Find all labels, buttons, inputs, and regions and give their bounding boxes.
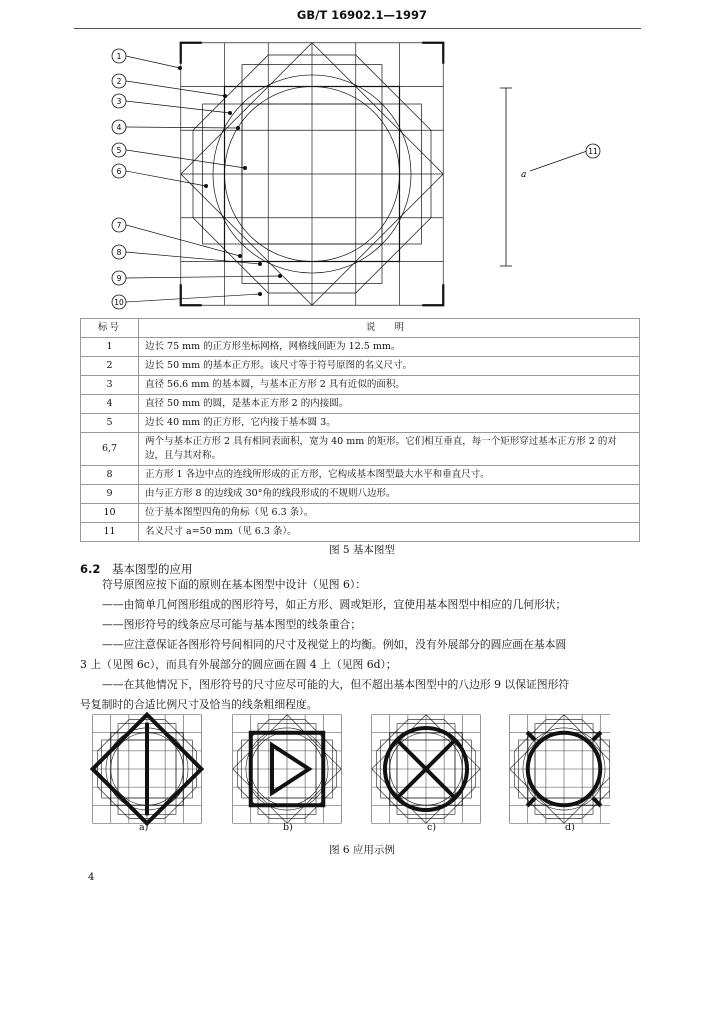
figure-5-legend-table <box>80 318 640 542</box>
table-row <box>81 504 640 523</box>
figure-5-basic-pattern <box>100 38 620 313</box>
col-header-description: 说 明 <box>139 319 640 338</box>
table-row <box>81 433 640 466</box>
row-number: 8 <box>81 466 139 485</box>
callout-label-6: 6 <box>116 167 122 176</box>
table-row <box>81 357 640 376</box>
text-line: ——由简单几何图形组成的图形符号，如正方形、圆或矩形，宜使用基本图型中相应的几何形状； <box>102 598 567 611</box>
row-number: 2 <box>81 357 139 376</box>
row-number: 11 <box>81 523 139 542</box>
table-row <box>81 485 640 504</box>
header-rule <box>74 28 641 29</box>
row-description: 直径 50 mm 的圆，是基本正方形 2 的内接圆。 <box>139 395 640 414</box>
text-line: 号复制时的合适比例尺寸及恰当的线条粗细程度。 <box>80 698 318 711</box>
text-line: ——图形符号的线条应尽可能与基本图型的线条重合； <box>102 618 362 631</box>
text-line: 符号原图应按下面的原则在基本图型中设计（见图 6）： <box>102 578 367 591</box>
example-b <box>233 715 342 824</box>
callout-label-5: 5 <box>116 146 122 155</box>
section-number: 6.2 <box>80 562 101 576</box>
example-label-a: a) <box>139 822 149 833</box>
text-line: 3 上（见图 6c），而具有外展部分的圆应画在圆 4 上（见图 6d）； <box>80 658 397 671</box>
text-line: ——应注意保证各图形符号间相同的尺寸及视觉上的均衡。例如，没有外展部分的圆应画在基本圆 <box>102 638 567 651</box>
example-label-d: d) <box>565 822 575 833</box>
callout-label-9: 9 <box>116 274 122 283</box>
example-label-c: c) <box>427 822 437 833</box>
row-description: 位于基本图型四角的角标（见 6.3 条）。 <box>139 504 640 523</box>
section-title: 基本图型的应用 <box>112 562 193 576</box>
example-c <box>372 715 481 824</box>
callout-label-11: 11 <box>588 147 598 156</box>
row-number: 5 <box>81 414 139 433</box>
callout-label-2: 2 <box>116 77 122 86</box>
section-body <box>80 575 640 715</box>
callout-label-7: 7 <box>116 221 122 230</box>
callout-labels <box>112 49 282 309</box>
row-number: 6,7 <box>81 433 139 466</box>
row-number: 10 <box>81 504 139 523</box>
row-description: 直径 56.6 mm 的基本圆，与基本正方形 2 具有近似的面积。 <box>139 376 640 395</box>
example-a <box>93 715 202 824</box>
dimension-letter: a <box>521 170 527 180</box>
table-row <box>81 523 640 542</box>
row-number: 4 <box>81 395 139 414</box>
callout-label-10: 10 <box>114 298 124 307</box>
figure-6-examples <box>90 712 610 830</box>
example-d <box>510 715 610 824</box>
row-description: 边长 50 mm 的基本正方形。该尺寸等于符号原图的名义尺寸。 <box>139 357 640 376</box>
example-label-b: b) <box>283 822 293 833</box>
row-description: 两个与基本正方形 2 具有相同表面积，宽为 40 mm 的矩形。它们相互垂直，每一个矩形穿过基本正方形 2 的对边，且与其对称。 <box>139 433 640 466</box>
row-description: 由与正方形 8 的边线成 30°角的线段形成的不规则八边形。 <box>139 485 640 504</box>
figure-5-caption: 图 5 基本图型 <box>329 544 395 556</box>
page-header: GB/T 16902.1—1997 <box>296 8 428 22</box>
table-row <box>81 414 640 433</box>
table-row <box>81 466 640 485</box>
row-number: 1 <box>81 338 139 357</box>
row-number: 3 <box>81 376 139 395</box>
row-description: 正方形 1 各边中点的连线所形成的正方形，它构成基本图型最大水平和垂直尺寸。 <box>139 466 640 485</box>
table-row <box>81 376 640 395</box>
dimension-a <box>500 88 600 266</box>
table-row <box>81 395 640 414</box>
table-row <box>81 338 640 357</box>
text-line: ——在其他情况下，图形符号的尺寸应尽可能的大，但不超出基本图型中的八边形 9 以保证图形符 <box>102 678 570 691</box>
callout-label-4: 4 <box>116 123 122 132</box>
row-description: 名义尺寸 a=50 mm（见 6.3 条）。 <box>139 523 640 542</box>
row-description: 边长 40 mm 的正方形，它内接于基本圆 3。 <box>139 414 640 433</box>
callout-label-3: 3 <box>116 97 122 106</box>
page-number: 4 <box>88 872 95 883</box>
col-header-number: 标号 <box>81 319 139 338</box>
figure-6-caption: 图 6 应用示例 <box>329 844 395 856</box>
row-description: 边长 75 mm 的正方形坐标网格，网格线间距为 12.5 mm。 <box>139 338 640 357</box>
callout-label-8: 8 <box>116 248 122 257</box>
callout-label-1: 1 <box>116 52 122 61</box>
basic-pattern-drawing <box>181 43 444 306</box>
row-number: 9 <box>81 485 139 504</box>
